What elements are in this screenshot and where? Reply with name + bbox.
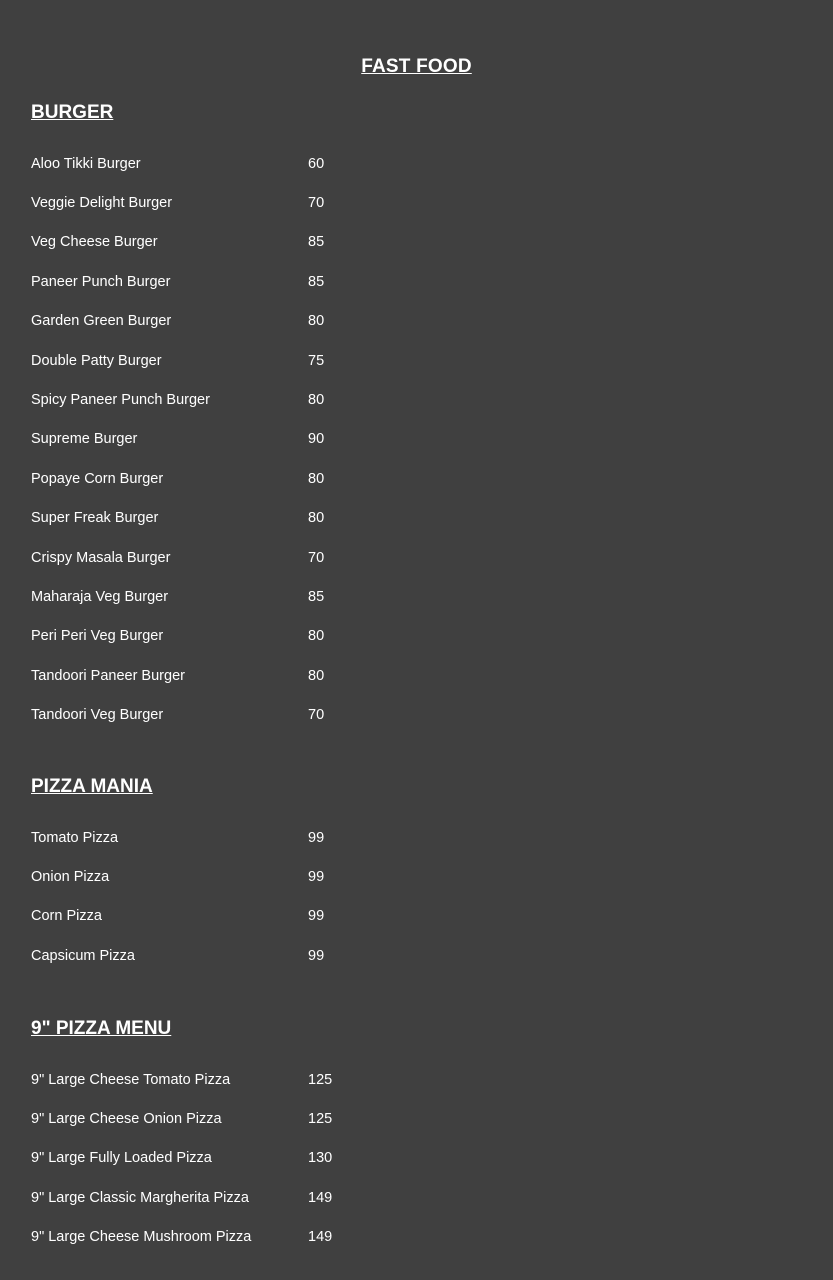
menu-item-name: Onion Pizza	[31, 869, 110, 886]
menu-item-name: 9" Large Fully Loaded Pizza	[31, 1150, 212, 1167]
menu-item-price: 149	[308, 1189, 333, 1206]
menu-item	[31, 1178, 391, 1217]
menu-item	[31, 857, 391, 896]
menu-item-name: Tandoori Veg Burger	[31, 707, 164, 724]
menu-item-name: Supreme Burger	[31, 431, 138, 448]
menu-item-name: Maharaja Veg Burger	[31, 588, 169, 605]
menu-item	[31, 1218, 391, 1257]
menu-item-name: Tomato Pizza	[31, 829, 119, 846]
menu-item-price: 80	[308, 667, 325, 684]
menu-item-name: Double Patty Burger	[31, 352, 162, 369]
menu-item-name: Crispy Masala Burger	[31, 549, 171, 566]
menu-item-price: 70	[308, 195, 325, 212]
menu-item	[31, 459, 391, 498]
menu-item	[31, 1099, 391, 1138]
section-pizza-mania	[31, 776, 391, 976]
section-heading-9-inch-pizza: 9" PIZZA MENU	[31, 1018, 172, 1039]
menu-item-name: 9" Large Cheese Tomato Pizza	[31, 1071, 231, 1088]
menu-item-name: 9" Large Cheese Onion Pizza	[31, 1111, 222, 1128]
menu-item	[31, 818, 391, 857]
menu-item-price: 90	[308, 431, 325, 448]
menu-item-name: 9" Large Cheese Mushroom Pizza	[31, 1229, 252, 1246]
menu-item-name: Veg Cheese Burger	[31, 234, 158, 251]
menu-item	[31, 1139, 391, 1178]
menu-item-name: Paneer Punch Burger	[31, 273, 171, 290]
menu-item-name: Veggie Delight Burger	[31, 195, 173, 212]
menu-item-price: 125	[308, 1111, 333, 1128]
menu-item-price: 80	[308, 470, 325, 487]
menu-item-price: 99	[308, 869, 325, 886]
menu-item-name: Peri Peri Veg Burger	[31, 628, 164, 645]
menu-item-price: 85	[308, 273, 325, 290]
menu-item-price: 80	[308, 510, 325, 527]
menu-item-name: Corn Pizza	[31, 908, 102, 925]
menu-item-name: Capsicum Pizza	[31, 947, 135, 964]
menu-item-price: 80	[308, 392, 325, 409]
menu-item	[31, 223, 391, 262]
menu-item-price: 99	[308, 829, 325, 846]
menu-item	[31, 695, 391, 734]
section-9-inch-pizza	[31, 1018, 391, 1257]
menu-item-name: Tandoori Paneer Burger	[31, 667, 185, 684]
page-title	[0, 56, 833, 78]
menu-item	[31, 538, 391, 577]
menu-list-burger	[31, 144, 391, 735]
menu-item	[31, 656, 391, 695]
menu-item-price: 85	[308, 588, 325, 605]
menu-list-9-inch-pizza	[31, 1060, 391, 1257]
menu-item-name: Aloo Tikki Burger	[31, 155, 141, 172]
menu-item-name: Super Freak Burger	[31, 510, 159, 527]
menu-item	[31, 144, 391, 183]
menu-item-price: 80	[308, 313, 325, 330]
menu-item	[31, 897, 391, 936]
menu-item	[31, 341, 391, 380]
menu-item	[31, 420, 391, 459]
menu-item-price: 130	[308, 1150, 333, 1167]
section-heading-burger: BURGER	[31, 102, 114, 123]
menu-item	[31, 1060, 391, 1099]
menu-item-name: 9" Large Classic Margherita Pizza	[31, 1189, 249, 1206]
menu-item-price: 85	[308, 234, 325, 251]
menu-item-price: 70	[308, 707, 325, 724]
menu-item-price: 60	[308, 155, 325, 172]
menu-item-price: 99	[308, 908, 325, 925]
menu-item	[31, 936, 391, 975]
menu-item-price: 70	[308, 549, 325, 566]
menu-item-price: 99	[308, 947, 325, 964]
menu-item-name: Garden Green Burger	[31, 313, 172, 330]
menu-item	[31, 499, 391, 538]
menu-list-pizza-mania	[31, 818, 391, 976]
menu-item-price: 125	[308, 1071, 333, 1088]
menu-item-price: 75	[308, 352, 325, 369]
menu-item-price: 149	[308, 1229, 333, 1246]
menu-item	[31, 577, 391, 616]
menu-item	[31, 262, 391, 301]
menu-item-name: Popaye Corn Burger	[31, 470, 164, 487]
menu-item-name: Spicy Paneer Punch Burger	[31, 392, 210, 409]
menu-item	[31, 380, 391, 419]
page-title-text: FAST FOOD	[361, 56, 472, 77]
menu-item	[31, 183, 391, 222]
menu-item	[31, 302, 391, 341]
menu-item	[31, 617, 391, 656]
section-heading-pizza-mania: PIZZA MANIA	[31, 776, 153, 797]
section-burger	[31, 102, 391, 735]
menu-item-price: 80	[308, 628, 325, 645]
